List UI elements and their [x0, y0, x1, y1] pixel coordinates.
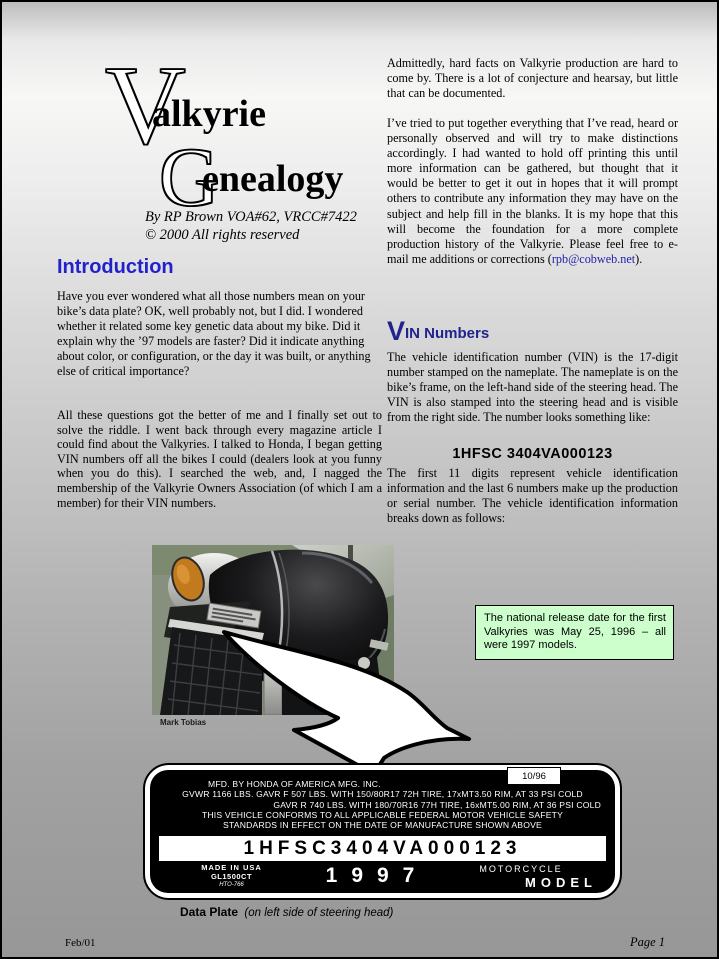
- plate-line-gvwr: GVWR 1166 LBS. GAVR F 507 LBS. WITH 150/80R17 72H TIRE, 17xMT3.50 RIM, AT 33 PSI COLD: [182, 789, 583, 800]
- motorcycle-photo: [152, 545, 394, 715]
- plate-line-conforms: THIS VEHICLE CONFORMS TO ALL APPLICABLE FEDERAL MOTOR VEHICLE SAFETY: [201, 809, 564, 820]
- title-word-valkyrie: alkyrie: [152, 93, 266, 135]
- intro-paragraph-2: All these questions got the better of me and I finally set out to solve the riddle. I went back through every magazine article I could find about the Valkyries. I talked to Honda, I began getting VIN numbers off all the bikes I could (dealers look at you funny when you do this). I searched the web, and, I nagged the membership of the Valkyrie Owners Association (of which I am a member) for their VIN numbers.: [57, 408, 382, 510]
- plate-line-mfd: MFD. BY HONDA OF AMERICA MFG. INC.: [208, 779, 381, 789]
- plate-vin-bar: 1HFSC3404VA000123: [159, 836, 606, 861]
- vin-paragraph-2: The first 11 digits represent vehicle identification information and the last 6 numbers make up the production or serial number. The vehicle identification information breaks down as follows:: [387, 466, 678, 526]
- intro-paragraph-1: Have you ever wondered what all those numbers mean on your bike’s data plate? OK, well probably not, but I did. I wondered whether it related some key genetic data about my bike. Did it explain why the ’97 models are faster? Did it indicate anything about color, or configuration, or the day it was built, or anything else of critical importance?: [57, 289, 371, 379]
- vin-paragraph-1: The vehicle identification number (VIN) is the 17-digit number stamped on the nameplate. The nameplate is on the bike’s frame, on the left-hand side of the steering head. The VIN is also stamped into the steering head and is visible from the right side. The number looks something like:: [387, 350, 678, 425]
- plate-made-in: MADE IN USA: [201, 863, 262, 873]
- footer-date: Feb/01: [65, 937, 96, 949]
- vin-numbers-heading: [387, 318, 489, 345]
- title-word-genealogy: enealogy: [202, 158, 344, 200]
- motorcycle-photo-art: [152, 545, 394, 715]
- data-plate-face: [150, 770, 615, 893]
- introduction-heading: Introduction: [57, 256, 174, 278]
- data-plate: [143, 763, 622, 900]
- email-link[interactable]: rpb@cobweb.net: [551, 251, 636, 266]
- vin-heading-initial: V: [387, 316, 406, 346]
- plate-caption: [180, 905, 393, 919]
- plate-date-tab: 10/96: [507, 767, 561, 785]
- byline: By RP Brown VOA#62, VRCC#7422: [145, 209, 357, 225]
- plate-vehicle-type: MOTORCYCLE: [479, 864, 563, 875]
- vin-example-number: 1HFSC 3404VA000123: [452, 446, 613, 462]
- right-paragraph-1: Admittedly, hard facts on Valkyrie production are hard to come by. There is a lot of conjecture and hearsay, but little that can be documented.: [387, 56, 678, 101]
- right-paragraph-2-tail: ).: [635, 251, 643, 266]
- footer-page-number: Page 1: [630, 935, 666, 949]
- plate-line-standards: STANDARDS IN EFFECT ON THE DATE OF MANUFACTURE SHOWN ABOVE: [223, 820, 542, 831]
- plate-model-code: GL1500CT: [210, 872, 253, 882]
- plate-origin-block: [164, 864, 299, 888]
- plate-line-gavr-rear: GAVR R 740 LBS. WITH 180/70R16 77H TIRE, 16xMT5.00 RIM, AT 36 PSI COLD: [273, 799, 601, 810]
- title-initial-v: V: [105, 44, 186, 168]
- plate-bottom-row: [150, 864, 615, 890]
- plate-year: 1997: [325, 864, 429, 888]
- plate-caption-detail: (on left side of steering head): [244, 907, 394, 919]
- plate-model-label: MODEL: [525, 875, 597, 891]
- plate-caption-title: Data Plate: [180, 905, 239, 919]
- right-paragraph-2: [387, 116, 678, 267]
- right-paragraph-2-text: I’ve tried to put together everything that I’ve read, heard or personally observed and will try to make distinctions accordingly. I had wanted to hold off printing this until more information can be gathered, but thought that it would be better to get it out in hopes that it will prompt others to contribute any information they may have on the subject and help fill in the blanks. It is my hope that this will become the foundation for a more complete production history of the Valkyrie. Please feel free to e-mail me additions or corrections (: [387, 116, 678, 266]
- copyright-line: © 2000 All rights reserved: [145, 227, 300, 243]
- photo-credit: Mark Tobias: [160, 718, 207, 727]
- vin-heading-rest: IN Numbers: [405, 325, 490, 342]
- title-initial-g: G: [159, 131, 220, 224]
- plate-part-number: HTO-766: [219, 881, 244, 888]
- plate-type-block: [441, 864, 601, 890]
- release-date-note-box: The national release date for the first Valkyries was May 25, 1996 – all were 1997 models.: [475, 605, 674, 660]
